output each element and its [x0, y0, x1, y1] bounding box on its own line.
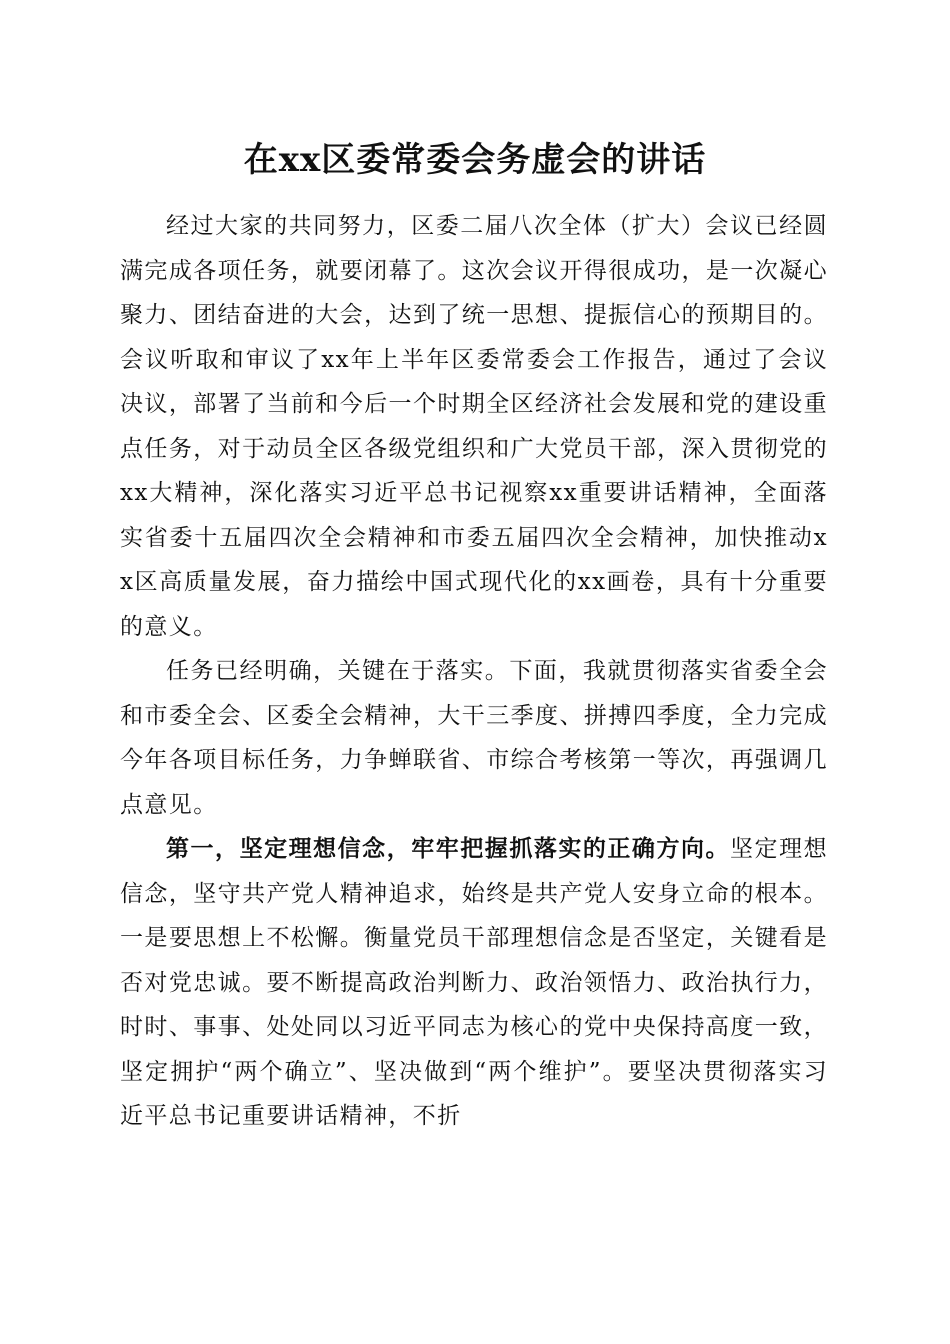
paragraph-text: 任务已经明确，关键在于落实。下面，我就贯彻落实省委全会和市委全会、区委全会精神，大干三季度、拼搏四季度，全力完成今年各项目标任务，力争蝉联省、市综合考核第一等次，再强调几点意见。 [120, 658, 828, 818]
document-title: 在xx区委常委会务虚会的讲话 [243, 140, 707, 180]
paragraph-text: 经过大家的共同努力，区委二届八次全体（扩大）会议已经圆满完成各项任务，就要闭幕了。这次会议开得很成功，是一次凝心聚力、团结奋进的大会，达到了统一思想、提振信心的预期目的。会议听取和审议了xx年上半年区委常委会工作报告，通过了会议决议，部署了当前和今后一个时期全区经济社会发展和党的建设重点任务，对于动员全区各级党组织和广大党员干部，深入贯彻党的xx大精神，深化落实习近平总书记视察xx重要讲话精神，全面落实省委十五届四次全会精神和市委五届四次全会精神，加快推动xx区高质量发展，奋力描绘中国式现代化的xx画卷，具有十分重要的意义。 [120, 213, 828, 640]
paragraph-text: 坚定理想信念，坚守共产党人精神追求，始终是共产党人安身立命的根本。一是要思想上不松懈。衡量党员干部理想信念是否坚定，关键看是否对党忠诚。要不断提高政治判断力、政治领悟力、政治执行力，时时、事事、处处同以习近平同志为核心的党中央保持高度一致，坚定拥护“两个确立”、坚决做到“两个维护”。要坚决贯彻落实习近平总书记重要讲话精神，不折 [120, 836, 828, 1129]
document-body [120, 204, 828, 1139]
paragraph-lead-heading: 第一，坚定理想信念，牢牢把握抓落实的正确方向。 [166, 835, 731, 862]
paragraph-transition [120, 649, 828, 827]
paragraph-opening [120, 204, 828, 649]
paragraph-first-point [120, 827, 828, 1139]
